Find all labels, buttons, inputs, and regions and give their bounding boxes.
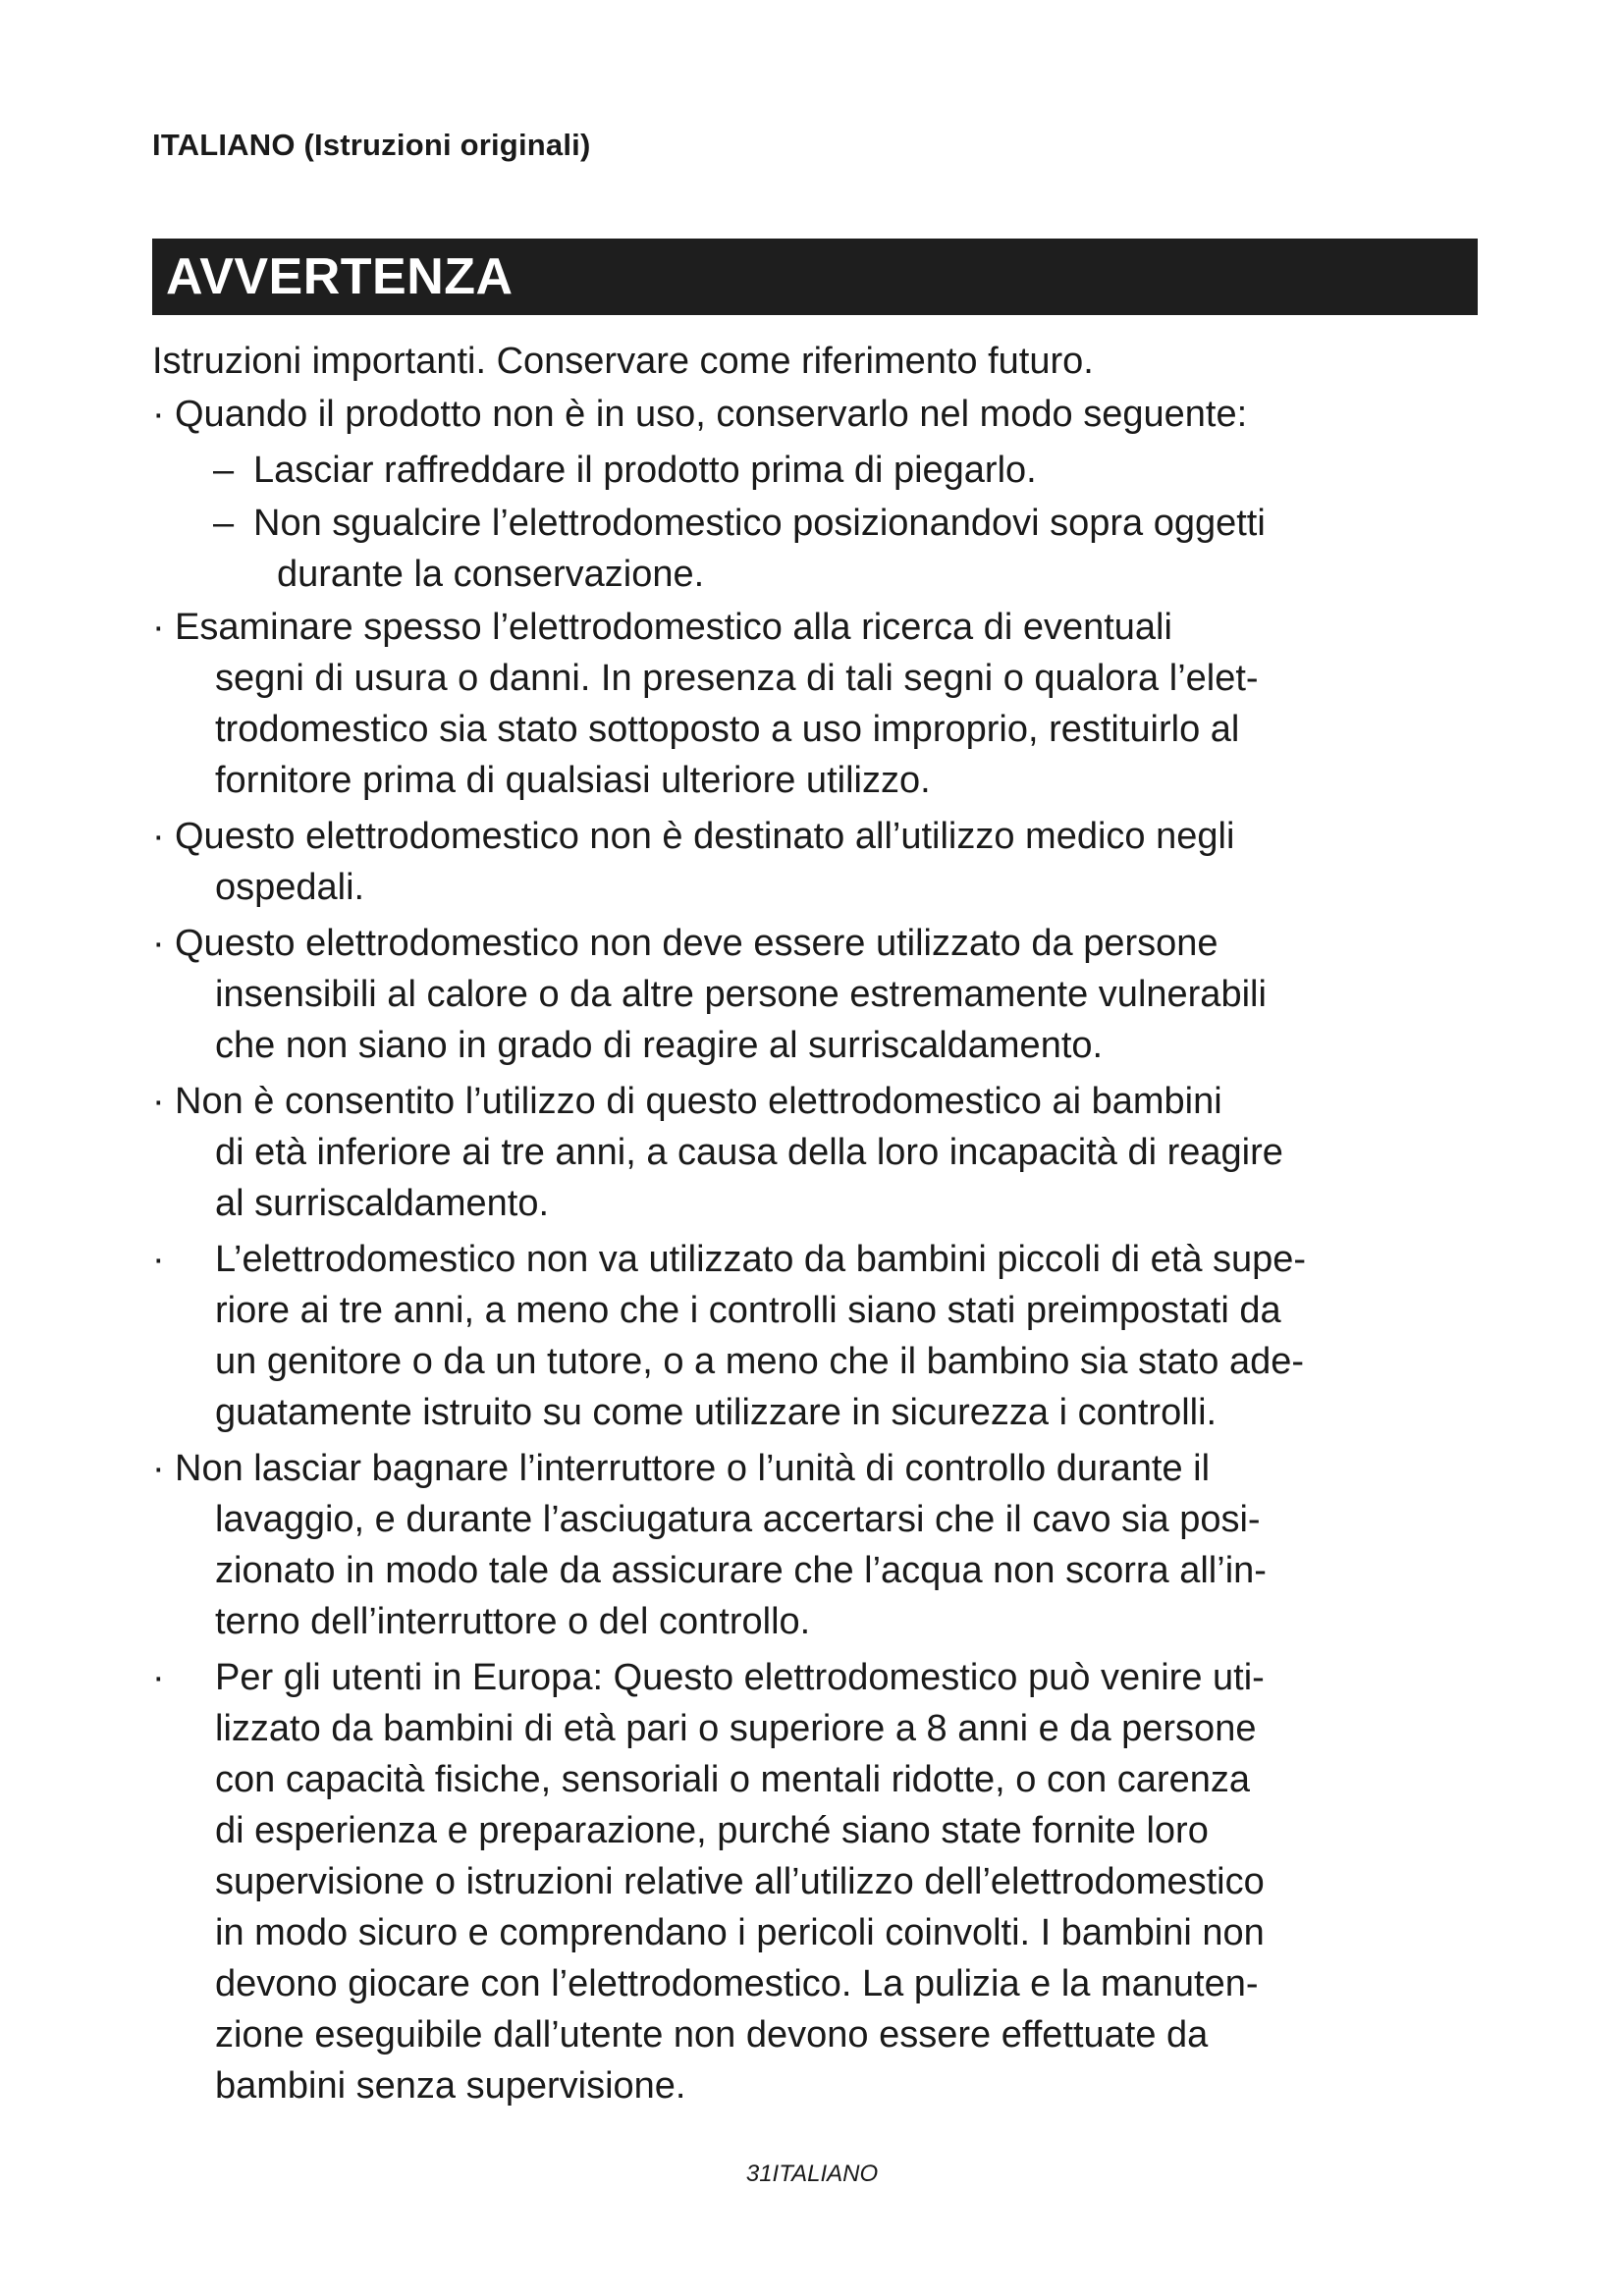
bullet-dot: · <box>152 607 165 648</box>
bullet-line: Non è consentito l’utilizzo di questo elettrodomestico ai bambini <box>175 1081 1222 1122</box>
sub-item-line: durante la conservazione. <box>277 554 705 595</box>
bullet-line: L’elettrodomestico non va utilizzato da bambini piccoli di età supe- <box>215 1239 1307 1280</box>
bullet-item <box>152 1234 1497 1438</box>
sub-item-line: Lasciar raffreddare il prodotto prima di piegarlo. <box>253 450 1037 491</box>
bullet-dot: · <box>152 1239 165 1280</box>
sub-item-line: Non sgualcire l’elettrodomestico posizionandovi sopra oggetti <box>253 503 1266 544</box>
bullet-line: segni di usura o danni. In presenza di tali segni o qualora l’elet- <box>215 658 1259 699</box>
bullet-item <box>152 1652 1497 2111</box>
sub-item <box>152 445 1497 496</box>
bullet-dot: · <box>152 816 165 857</box>
bullet-line: supervisione o istruzioni relative all’utilizzo dell’elettrodomestico <box>215 1861 1265 1902</box>
warning-content <box>152 336 1497 2116</box>
bullet-line: al surriscaldamento. <box>215 1183 550 1224</box>
bullet-line: lizzato da bambini di età pari o superiore a 8 anni e da persone <box>215 1708 1257 1749</box>
bullet-line: devono giocare con l’elettrodomestico. La pulizia e la manuten- <box>215 1963 1259 2004</box>
bullet-line: bambini senza supervisione. <box>215 2065 686 2107</box>
bullet-item <box>152 389 1497 440</box>
bullet-dot: · <box>152 394 165 435</box>
sub-item-dash: – <box>213 450 235 491</box>
warning-title: AVVERTENZA <box>166 248 514 305</box>
bullet-line: riore ai tre anni, a meno che i controlli siano stati preimpostati da <box>215 1290 1281 1331</box>
bullet-line: Questo elettrodomestico non deve essere utilizzato da persone <box>175 923 1218 964</box>
page-number: 31ITALIANO <box>745 2161 879 2187</box>
intro-text: Istruzioni importanti. Conservare come riferimento futuro. <box>152 341 1094 382</box>
bullet-line: che non siano in grado di reagire al surriscaldamento. <box>215 1025 1104 1066</box>
bullet-item <box>152 811 1497 913</box>
bullet-line: di esperienza e preparazione, purché siano state fornite loro <box>215 1810 1209 1851</box>
bullet-line: ospedali. <box>215 867 365 908</box>
warning-banner <box>152 239 1478 315</box>
bullet-line: con capacità fisiche, sensoriali o mentali ridotte, o con carenza <box>215 1759 1250 1800</box>
bullet-dot: · <box>152 1081 165 1122</box>
bullet-line: zione eseguibile dall’utente non devono essere effettuate da <box>215 2014 1209 2056</box>
bullet-line: lavaggio, e durante l’asciugatura accertarsi che il cavo sia posi- <box>215 1499 1261 1540</box>
bullet-line: terno dell’interruttore o del controllo. <box>215 1601 811 1642</box>
bullet-line: fornitore prima di qualsiasi ulteriore utilizzo. <box>215 760 931 801</box>
bullet-line: Questo elettrodomestico non è destinato all’utilizzo medico negli <box>175 816 1235 857</box>
bullet-line: Per gli utenti in Europa: Questo elettrodomestico può venire uti- <box>215 1657 1265 1698</box>
bullet-dot: · <box>152 1657 165 1698</box>
sub-item <box>152 498 1497 600</box>
bullet-dot: · <box>152 1448 165 1489</box>
bullet-item <box>152 1443 1497 1647</box>
bullet-item <box>152 1076 1497 1229</box>
bullet-line: Quando il prodotto non è in uso, conservarlo nel modo seguente: <box>175 394 1248 435</box>
bullet-line: Non lasciar bagnare l’interruttore o l’unità di controllo durante il <box>175 1448 1211 1489</box>
bullet-line: trodomestico sia stato sottoposto a uso improprio, restituirlo al <box>215 709 1240 750</box>
bullet-item <box>152 602 1497 806</box>
bullet-line: in modo sicuro e comprendano i pericoli coinvolti. I bambini non <box>215 1912 1265 1953</box>
bullet-line: di età inferiore ai tre anni, a causa della loro incapacità di reagire <box>215 1132 1283 1173</box>
bullet-line: un genitore o da un tutore, o a meno che il bambino sia stato ade- <box>215 1341 1305 1382</box>
sub-item-dash: – <box>213 503 235 544</box>
bullet-line: Esaminare spesso l’elettrodomestico alla ricerca di eventuali <box>175 607 1172 648</box>
bullet-item <box>152 918 1497 1071</box>
bullet-line: zionato in modo tale da assicurare che l’acqua non scorra all’in- <box>215 1550 1267 1591</box>
bullet-line: insensibili al calore o da altre persone estremamente vulnerabili <box>215 974 1267 1015</box>
bullet-dot: · <box>152 923 165 964</box>
bullet-line: guatamente istruito su come utilizzare in sicurezza i controlli. <box>215 1392 1218 1433</box>
language-header: ITALIANO (Istruzioni originali) <box>152 128 591 162</box>
